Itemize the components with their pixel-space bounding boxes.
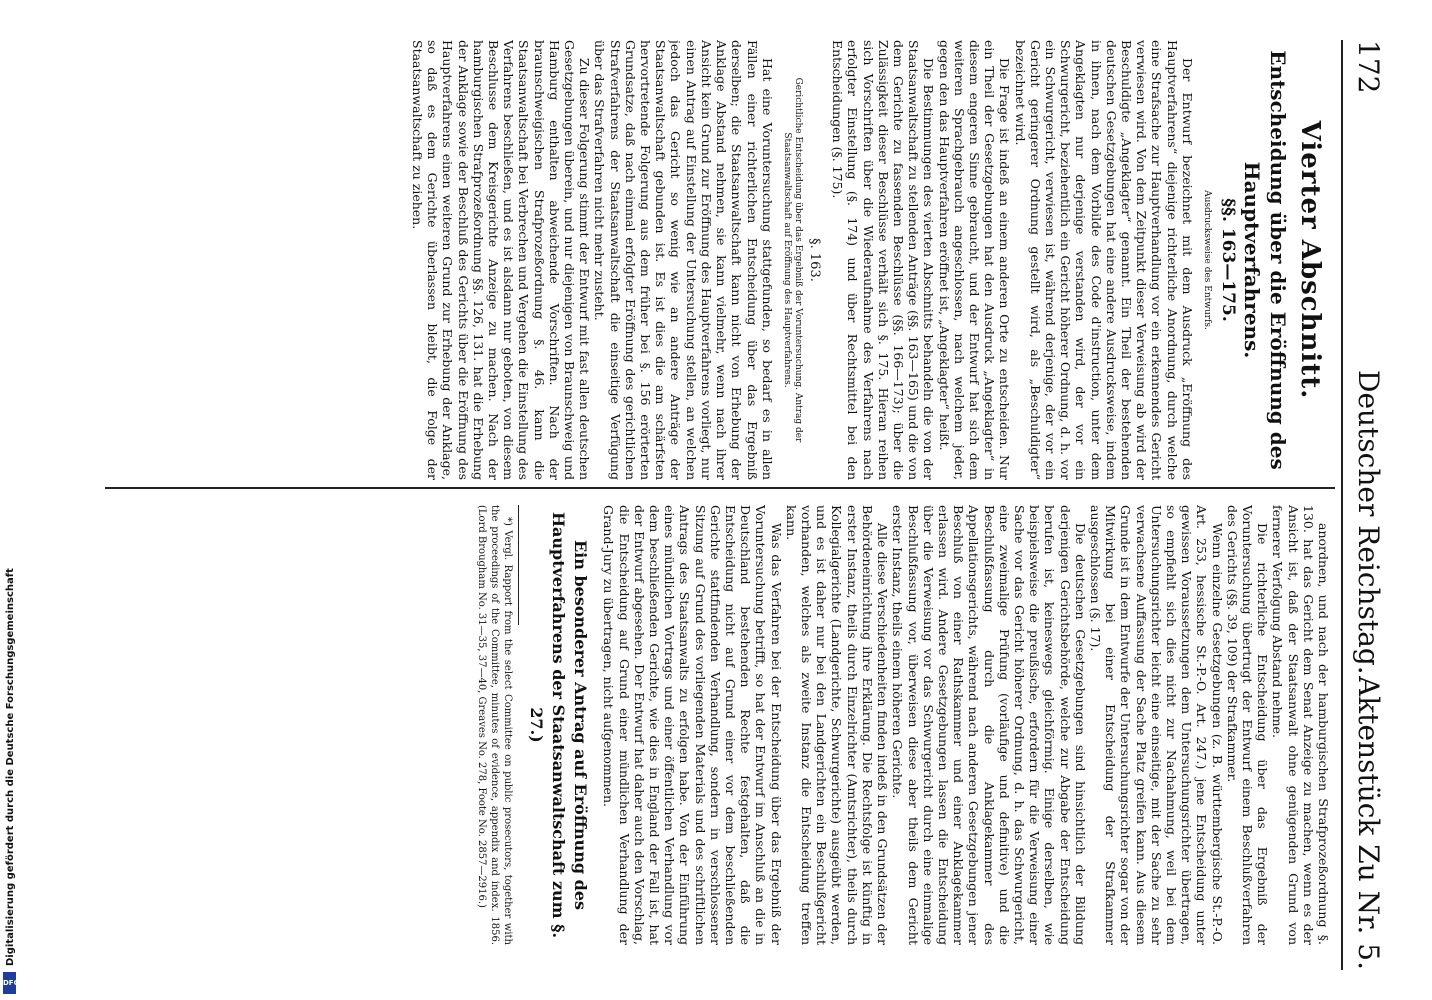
paragraph: Hat eine Voruntersuchung stattgefunden, so bedarf es in allen Fällen einer richterlichen Entscheidung über das Ergebniß derselben; die Staatsanwaltschaft kann nicht von Erhebung der Anklage Abstand nehmen, sie kann vielmehr, wenn nach ihrer Ansicht kein Grund zur Eröffnung des Hauptverfahrens vorliegt, nur einen Antrag auf Einstellung der Untersuchung stellen, an welchen jedoch das Gericht so wenig wie an andere Anträge der Staatsanwaltschaft gebunden ist. Es ist dies die am schärfsten hervortretende Folgerung aus dem früher bei §. 156 erörterten Grundsatze, daß nach einmal erfolgter Eröffnung des gerichtlichen Strafverfahrens der Staatsanwaltschaft die einseitige Verfügung über das Strafverfahren nicht mehr zusteht.	[592, 40, 775, 480]
scanned-page	[95, 0, 1395, 1000]
section-title: Vierter Abschnitt.	[1295, 120, 1325, 400]
paragraph: Wenn einzelne Gesetzgebungen (z. B. württembergische St.-P.-O. Art. 253, hessische St.-P.-O. Art. 247.) jene Entscheidung unter gewissen Voraussetzungen dem Untersuchungsrichter übertragen, so empfiehlt sich dies nicht zur Nachahmung, weil bei dem Untersuchungsrichter leicht eine einseitige, mit der Sache zu sehr verwachsene Auffassung der Sache Platz greifen kann. Aus diesem Grunde ist in dem Entwurfe der Untersuchungsrichter sogar von der Mitwirkung bei einer Entscheidung der Strafkammer ausgeschlossen (§. 17).	[1087, 505, 1225, 945]
page-number: 172	[1352, 40, 1385, 94]
paragraph: Die Frage ist indeß an einem anderen Orte zu entscheiden. Nur ein Theil der Gesetzgebungen hat den Ausdruck „Angeklagter“ in diesem engeren Sinne gebraucht, und der Entwurf hat sich dem weiteren Sprachgebrauch angeschlossen, nach welchem jeder, gegen den das Hauptverfahren eröffnet ist, „Angeklagter“ heißt.	[936, 40, 1013, 480]
dfg-logo: DFG	[3, 972, 16, 994]
paragraph: anordnen, und nach der hamburgischen Strafprozeßordnung §. 130. hat das Gericht dem Senat Anzeige zu machen, wenn es der Ansicht ist, daß der Staatsanwalt ohne genügenden Grund von fernerer Verfolgung Abstand nehme.	[1270, 505, 1331, 945]
paragraph: Zu dieser Folgerung stimmt der Entwurf mit fast allen deutschen Gesetzgebungen überein, und nur diejenigen von Braunschweig und Hamburg enthalten abweichende Vorschriften. Nach der braunschweigischen Strafprozeßordnung §. 46. kann die Staatsanwaltschaft bei Verbrechen und Vergehen die Einstellung des Verfahrens beschließen, und es ist alsdann nur geboten, von diesem Beschlusse dem Kreisgerichte Anzeige zu machen. Nach der hamburgischen Strafprozeßordnung §§. 126, 131. hat die Erhebung der Anklage sowie der Beschluß des Gerichts über die Eröffnung des Hauptverfahrens einen weiteren Grund zur Erhebung der Anklage, so daß es dem Gerichte überlassen bleibt, die Folge der Staatsanwaltschaft zu ziehen.	[410, 40, 593, 480]
running-head-title: Deutscher Reichstag.	[1352, 370, 1385, 675]
footnote-rule	[518, 505, 519, 625]
paragraph-sign: §. 163.	[806, 238, 822, 282]
running-head	[1345, 40, 1385, 970]
paragraph: Die Bestimmungen des vierten Abschnitts behandeln die von der Staatsanwaltschaft zu stellenden Anträge (§§. 163—165) und die von dem Gerichte zu fassenden Beschlüsse (§§. 166—173); über die Zulässigkeit dieser Beschlüsse verhält sich §. 175. Hieran reihen sich Vorschriften über die Wiederaufnahme des Verfahrens nach erfolgter Einstellung (§. 174) und über Rechtsmittel bei den Entscheidungen (§. 175).	[830, 40, 937, 480]
paragraph: Die deutschen Gesetzgebungen sind hinsichtlich der Bildung derjenigen Gerichtsbehörde, welche zur Abgabe der Entscheidung berufen ist, keineswegs gleichförmig. Einige derselben, wie beispielsweise die preußische, erfordern für die Verweisung einer Sache vor das Gericht höherer Ordnung, d. h. das Schwurgericht, eine zweimalige Prüfung (vorläufige und definitive) und die Beschlußfassung durch die Anklagekammer des Appellationsgerichts, während nach anderen Gesetzgebungen jener Beschluß von einer Rathskammer und einer Anklagekammer erlassen wird. Andere Gesetzgebungen lassen die Entscheidung über die Verweisung vor das Schwurgericht durch eine einmalige Beschlußfassung vor, überweisen diese aber theils dem Gericht erster Instanz, theils einem höheren Gerichte.	[890, 505, 1088, 945]
section-range: §§. 163—175.	[1218, 198, 1238, 322]
right-column	[111, 505, 1331, 945]
header-rule	[1341, 40, 1343, 970]
digitization-credit	[0, 568, 20, 1000]
credit-text: Digitalisierung gefördert durch die Deutsche Forschungsgemeinschaft	[5, 568, 16, 966]
running-head-document: Aktenstück Zu Nr. 5.	[1352, 676, 1385, 970]
paragraph: Der Entwurf bezeichnet mit dem Ausdruck „Eröffnung des Hauptverfahrens“ diejenige richterliche Anordnung, durch welche eine Strafsache zur Hauptverhandlung vor ein erkennendes Gericht verwiesen wird. Von dem Zeitpunkt dieser Verweisung ab wird der Beschuldigte „Angeklagter“ genannt. Ein Theil der bestehenden deutschen Gesetzgebungen hat eine andere Ausdrucksweise, indem in ihnen, nach dem Vorbilde des Code d'instruction, unter dem Angeklagten nur derjenige verstanden wird, der vor ein Schwurgericht, beziehentlich ein Gericht höherer Ordnung, d. h. vor ein Schwurgericht, verwiesen ist, während derjenige, der vor ein Gericht geringerer Ordnung gestellt wird, als „Beschuldigter“ bezeichnet wird.	[1012, 40, 1195, 480]
footnote: *) Vergl. Rapport from the select Committee on public prosecutors, together with the proceedings of the Committee, minutes of evidence, appendix and index. 1856. (Lord Brougham No. 31—35, 37—40, Greaves No. 278, Foote No. 2857—2916.)	[476, 505, 514, 945]
sidenote: Ausdrucksweise des Entwurfs.	[1201, 190, 1212, 330]
bold-heading: Ein besonderer Antrag auf Eröffnung des Hauptverfahrens der Staatsanwaltschaft zum §. 27.)	[527, 511, 591, 939]
sidenote: Gerichtliche Entscheidung über das Ergebniß der Voruntersuchung. Antrag der Staatsanwaltschaft auf Eröffnung des Hauptverfahrens.	[781, 77, 803, 443]
left-column	[111, 40, 1331, 480]
section-subtitle: Entscheidung über die Eröffnung des Hauptverfahrens.	[1240, 50, 1290, 470]
paragraph: Alle diese Verschiedenheiten finden indeß in den Grundsätzen der Behördeneinrichtung ihre Erklärung. Die Rechtsfolge ist künftig in erster Instanz, theils durch Einzelrichter (Amtsrichter), theils durch Kollegialgerichte (Landgerichte, Schwurgerichte) ausgeübt werden, und es ist daher nur bei den Landgerichten ein Beschlußgericht vorhanden, welches als zweite Instanz die Entscheidung treffen kann.	[783, 505, 891, 945]
paragraph: Die richterliche Entscheidung über das Ergebniß der Voruntersuchung übertrugt der Entwurf einem Beschlußverfahren des Gerichts (§§. 39, 109) der Strafkammer.	[1224, 505, 1271, 945]
paragraph: Was das Verfahren bei der Entscheidung über das Ergebniß der Voruntersuchung betrifft, so hat der Entwurf im Anschluß an die in Deutschland bestehenden Rechte festgehalten, daß die Entscheidung nicht auf Grund einer vor dem beschließenden Gerichte stattfindenden Verhandlung, sondern in verschlossener Sitzung auf Grund des vorliegenden Materials und des schriftlichen Antrags des Staatsanwalts zu erfolgen habe. Von der Einführung eines mündlichen Vortrags und einer öffentlichen Verhandlung vor dem beschließenden Gerichte, wie dies in England der Fall ist, hat der Entwurf abgesehen. Der Entwurf hat daher auch den Vorschlag, die Entscheidung auf Grund einer mündlichen Verhandlung der Grand-Jury zu übertragen, nicht aufgenommen.	[601, 505, 784, 945]
column-divider	[105, 487, 1335, 489]
